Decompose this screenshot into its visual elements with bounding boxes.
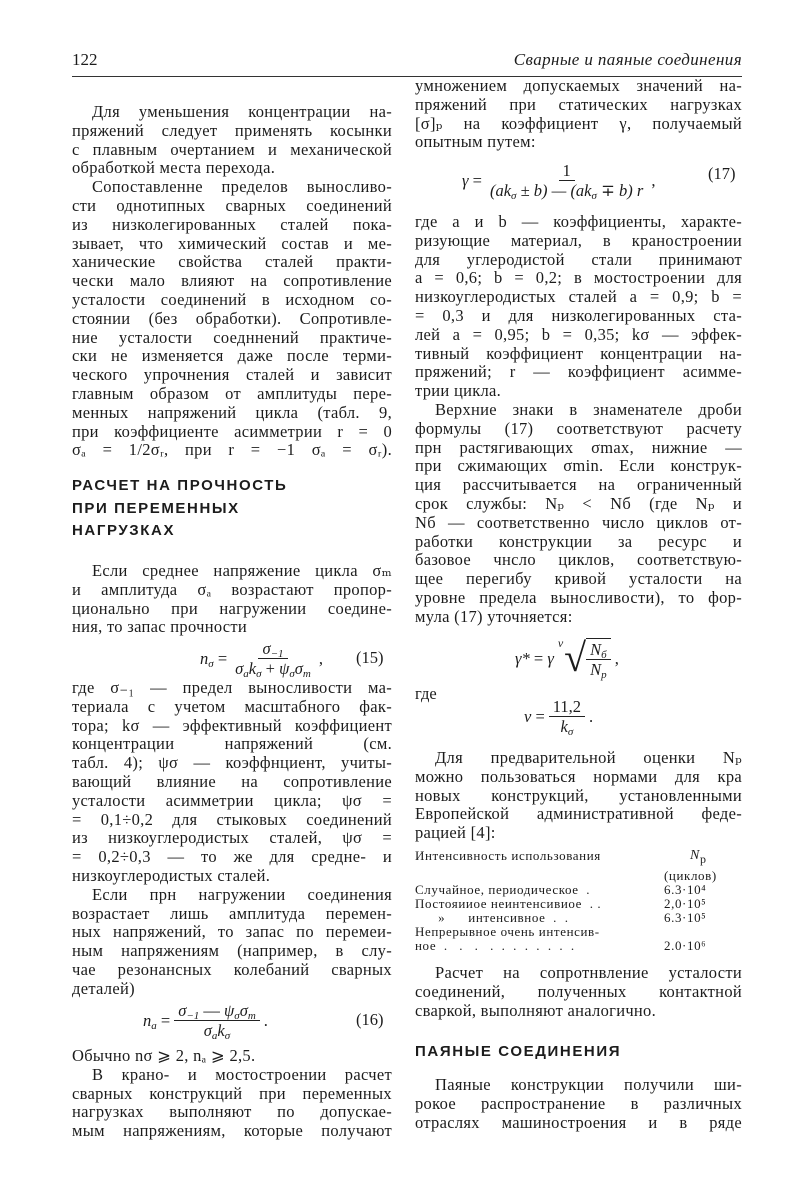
math-token: −1 [270, 647, 284, 660]
math-token: = [156, 1010, 171, 1030]
text-line: уровне предела выносливости), то фор- [415, 587, 742, 607]
text-line: мула (17) уточняется: [415, 606, 573, 626]
heading-line: НАГРУЗКАХ [72, 522, 176, 539]
math-token: γ [462, 170, 469, 190]
math-token: p [601, 669, 607, 681]
text-line: ризующие материал, в краностроении [415, 230, 742, 250]
table-row [415, 925, 742, 939]
radical-icon: √ [564, 635, 587, 680]
text-line: ция рассчитывается на ограниченный [415, 475, 742, 495]
text-line: Европейской административной феде- [415, 804, 742, 824]
text-line: базовое чнсло циклов, соответствую- [415, 550, 742, 570]
section-heading-soldered: ПАЯНЫЕ СОЕДИНЕНИЯ [415, 1043, 622, 1060]
row-label: ное . . . . . . . . . . . [415, 938, 575, 953]
right-text-block-3 [415, 749, 742, 843]
math-token: σ [224, 1029, 231, 1042]
numerator [586, 641, 611, 660]
math-token: + [261, 658, 280, 678]
math-token: σ [289, 667, 295, 680]
numerator [174, 1002, 260, 1021]
math-token: σ [511, 189, 517, 202]
fraction [231, 638, 315, 680]
denominator [200, 1020, 234, 1042]
header-symbol [664, 849, 742, 869]
running-title: Сварные и паяные соединения [513, 50, 742, 69]
text-line: деталей) [72, 978, 135, 998]
text-line: ски не изменяется даже после терми- [72, 346, 392, 366]
denominator [586, 660, 611, 681]
numerator [549, 698, 585, 717]
fraction [549, 696, 585, 738]
text-line: чески мало влияют на сопротивление [72, 271, 392, 291]
formula-punct: . [589, 706, 594, 726]
text-line: рацией [4]: [415, 823, 496, 843]
text-line: ния, то запас прочности [72, 617, 248, 637]
text-line: Расчет на сопротнвление усталости [435, 963, 742, 982]
math-token: σ [234, 1009, 240, 1022]
text-line: Паяные конструкции получили ши- [435, 1075, 742, 1094]
text-line: = 0,1÷0,2 для стыковых соединений [72, 809, 392, 829]
text-line: мым напряжениям, которые получают [72, 1121, 392, 1141]
text-line: ческого упрочнения сталей и зависит [72, 365, 392, 385]
text-line: пряжений при статических нагрузках [415, 94, 742, 114]
math-token: γ* [515, 648, 530, 668]
text-line: возрастает лишь амплитуда перемен- [72, 903, 392, 923]
text-line: стоянии (без обработки). Сопротивле- [72, 308, 392, 328]
equation-number-17: (17) [708, 164, 736, 183]
text-line: щее перегибу кривой усталости на [415, 569, 742, 589]
row-label: Случайное, периодическое . [415, 882, 591, 897]
table-header-unit [415, 869, 742, 883]
math-token: −1 [186, 1009, 200, 1022]
table-body [415, 883, 742, 953]
table-row [415, 911, 742, 925]
math-token: = [468, 170, 482, 190]
text-line: Если прн нагружении соединения [92, 884, 392, 904]
gamma-star-lhs [515, 650, 554, 667]
text-line: сти однотипных сварных соединений [72, 195, 392, 215]
text-line: В крано- и мостостроении расчет [92, 1064, 392, 1084]
math-token: σ [591, 189, 597, 202]
left-text-block-3 [72, 679, 392, 999]
text-line: Nб — соответственно число циклов от- [415, 512, 742, 532]
text-line: пряжений следует применять косынки [72, 120, 392, 140]
math-token: γ [547, 648, 554, 668]
left-text-block-4 [72, 1047, 392, 1141]
text-line: Для предварительной оценки Nₚ [435, 748, 742, 767]
math-token: σ [203, 1020, 212, 1040]
formula-lhs [462, 172, 482, 189]
math-token: m [247, 1009, 256, 1022]
math-token: k [248, 658, 257, 678]
text-line: ных напряжений, то запас по перемеи- [72, 922, 392, 942]
row-label: Постояииое неинтенсивиое . . [415, 896, 602, 911]
denominator [486, 180, 647, 202]
right-text-block-5 [415, 1076, 742, 1132]
text-line: ным напряжениям (например, в слу- [72, 941, 392, 961]
text-line: σₐ = 1/2σᵣ, при r = −1 σₐ = σᵣ). [72, 440, 392, 460]
math-token: a [151, 1019, 157, 1032]
text-line: пряжений; r — коэффициент асимме- [415, 362, 742, 382]
text-line: опытным путем: [415, 132, 536, 152]
text-line: [σ]ₚ на коэффициент γ, получаемый [415, 113, 742, 133]
text-line: сваркой, выполняют аналогично. [415, 1000, 657, 1020]
math-token: ± b) — (ak [516, 180, 592, 200]
math-token: N [590, 640, 602, 659]
text-line: усталости соединений в исходном со- [72, 289, 392, 309]
text-line: где a и b — коэффициенты, характе- [415, 212, 742, 231]
math-token: ∓ b) r [596, 180, 644, 200]
text-line: прн растягивающих σmax, нижние — [415, 437, 742, 457]
formula-punct: , [651, 170, 656, 190]
section-heading-variable-loads [72, 475, 392, 543]
symbol-sub: p [699, 852, 707, 866]
text-line: для углеродистой стали принимают [415, 249, 742, 269]
math-token: σ [178, 1000, 187, 1020]
row-value: 2,0·10⁵ [664, 896, 707, 911]
math-token: σ [262, 638, 271, 658]
header-unit: (циклов) [664, 868, 717, 883]
right-text-block-2 [415, 213, 742, 627]
text-line: тивный коэффициент концентрации на- [415, 343, 742, 363]
row-label: Непрерывное очень интенсив- [415, 924, 600, 939]
math-token: б [601, 649, 607, 661]
numerator [559, 162, 575, 181]
text-line: из низкоуглеродистых сталей, ψσ = [72, 828, 392, 848]
table-row [415, 939, 742, 953]
formula-15 [200, 638, 323, 680]
heading-line: ПРИ ПЕРЕМЕННЫХ [72, 499, 240, 517]
right-text-block-1 [415, 77, 742, 152]
text-line: табл. 4); ψσ — коэффнциент, учиты- [72, 753, 392, 773]
math-token: a [243, 667, 249, 680]
formula-lhs [524, 708, 545, 725]
formula-17 [462, 160, 655, 200]
math-token: = [529, 648, 548, 668]
table-row [415, 883, 742, 897]
text-line: соединений, полученных контактной [415, 981, 742, 1001]
denominator [231, 658, 315, 680]
equation-number-15: (15) [356, 648, 384, 667]
heading-line: РАСЧЕТ НА ПРОЧНОСТЬ [72, 477, 288, 494]
text-line: отраслях машиностроения и в ряде [415, 1112, 742, 1132]
text-line: срок службы: Nₚ < Nб (где Nₚ и [415, 493, 742, 513]
math-token: n [200, 648, 209, 668]
text-line: где σ₋₁ — предел выносливости ма- [72, 678, 392, 697]
text-line: при сжимающих σmin. Если конструк- [415, 456, 742, 476]
formula-gamma-star [515, 634, 619, 682]
text-line: Если среднее напряжение цикла σₘ [92, 561, 392, 580]
row-value: 2.0·10⁶ [664, 938, 707, 953]
text-line: менных напряжений цикла (табл. 9, [72, 402, 392, 422]
math-token: 11,2 [552, 696, 582, 716]
text-line: с плавным очертанием и механической [72, 139, 392, 159]
text-line: Верхние знаки в знаменателе дроби [435, 399, 742, 419]
math-token: σ [239, 1000, 248, 1020]
text-line: ханические свойства сталей практи- [72, 252, 392, 272]
math-token: k [560, 716, 568, 736]
text-line: трии цикла. [415, 381, 502, 401]
text-line: териала с учетом масштабного фак- [72, 696, 392, 716]
math-token: ν [524, 706, 532, 726]
math-token: (ak [489, 180, 512, 200]
equation-number-16: (16) [356, 1010, 384, 1029]
text-line: при коэффициенте асимметрии r = 0 [72, 421, 392, 441]
text-line: Обычно nσ ⩾ 2, nₐ ⩾ 2,5. [72, 1046, 256, 1065]
math-token: = [531, 706, 545, 726]
row-label: » интенсивное . . [415, 910, 569, 925]
text-line: обработкой места перехода. [72, 158, 276, 178]
math-token: N [590, 660, 602, 679]
math-token: k [217, 1020, 225, 1040]
text-line: из низколегированных сталей пока- [72, 214, 392, 234]
formula-nu [524, 696, 593, 736]
math-token: ψ [279, 658, 290, 678]
symbol-n: N [690, 848, 700, 863]
formula-lhs [143, 1010, 171, 1032]
math-token: 1 [562, 160, 571, 180]
math-token: σ [567, 725, 574, 738]
text-line: = 0,2÷0,3 — то же для средне- и [72, 847, 392, 867]
text-line: рокое распространение в различных [415, 1093, 742, 1113]
root-index: ν [557, 636, 564, 650]
text-line: главным образом от амплитуды пере- [72, 383, 392, 403]
formula-punct: , [318, 648, 323, 668]
cycles-table [415, 849, 742, 953]
text-line: вающий влияние на сопротивление [72, 771, 392, 791]
text-line: чае резонансных колебаний сварных [72, 959, 392, 979]
page-number: 122 [72, 50, 98, 69]
text-line: низкоуглеродистых сталей. [72, 865, 271, 885]
math-token: = [213, 648, 228, 668]
text-line: Для уменьшения концентрации на- [92, 102, 392, 121]
left-text-block-1 [72, 103, 392, 460]
text-line: сварных конструкций при переменных [72, 1083, 392, 1103]
numerator [258, 640, 287, 659]
root-sign [557, 635, 615, 681]
formula-punct: , [614, 648, 619, 668]
math-token: σ [208, 657, 214, 670]
right-text-block-4 [415, 964, 742, 1020]
text-line: новых конструкций, установленными [415, 785, 742, 805]
text-line: ние усталости соедннений практиче- [72, 327, 392, 347]
math-token: σ [256, 667, 262, 680]
table-header [415, 849, 742, 869]
text-line: усталости асимметрии цикла; ψσ = [72, 790, 392, 810]
table-row [415, 897, 742, 911]
math-token: a [211, 1029, 218, 1042]
denominator [557, 716, 578, 738]
text-line: лей a = 0,95; b = 0,35; kσ — эффек- [415, 324, 742, 344]
text-line: a = 0,6; b = 0,2; в мостостроении для [415, 268, 742, 288]
fraction [586, 638, 611, 681]
fraction [486, 160, 647, 202]
text-line: Сопоставленне пределов выносливо- [92, 177, 392, 197]
formula-16 [143, 1000, 268, 1042]
row-value: 6.3·10⁵ [664, 910, 707, 925]
text-line: тора; kσ — эффективный коэффициент [72, 715, 392, 735]
row-value [664, 925, 742, 939]
where-label: где [415, 684, 437, 703]
formula-punct: . [263, 1010, 268, 1030]
text-line: концентрации напряжений (см. [72, 734, 392, 754]
text-line: работки конструкции за ресурс и [415, 531, 742, 551]
math-token: — [199, 1000, 225, 1020]
fraction [174, 1000, 260, 1042]
text-line: можно пользоваться нормами для кра [415, 766, 742, 786]
left-text-block-2 [72, 562, 392, 637]
math-token: ψ [224, 1000, 235, 1020]
math-token: n [143, 1010, 152, 1030]
header-label: Интенсивность использования [415, 848, 601, 863]
text-line: зывает, что химический состав и ме- [72, 233, 392, 253]
math-token: σ [294, 658, 303, 678]
text-line: ционально при нагружении соедине- [72, 598, 392, 618]
text-line: умножением допускаемых значений на- [415, 76, 742, 95]
formula-lhs [200, 648, 228, 670]
text-line: = 0,3 и для низколегированных ста- [415, 305, 742, 325]
row-value: 6.3·10⁴ [664, 882, 707, 897]
text-line: и амплитуда σₐ возрастают пропор- [72, 579, 392, 599]
text-line: низкоуглеродистых сталей a = 0,9; b = [415, 287, 742, 307]
text-line: нагрузках выполняют по допускае- [72, 1102, 392, 1122]
math-token: σ [235, 658, 244, 678]
text-line: формулы (17) соответствуют расчету [415, 418, 742, 438]
math-token: m [302, 667, 311, 680]
